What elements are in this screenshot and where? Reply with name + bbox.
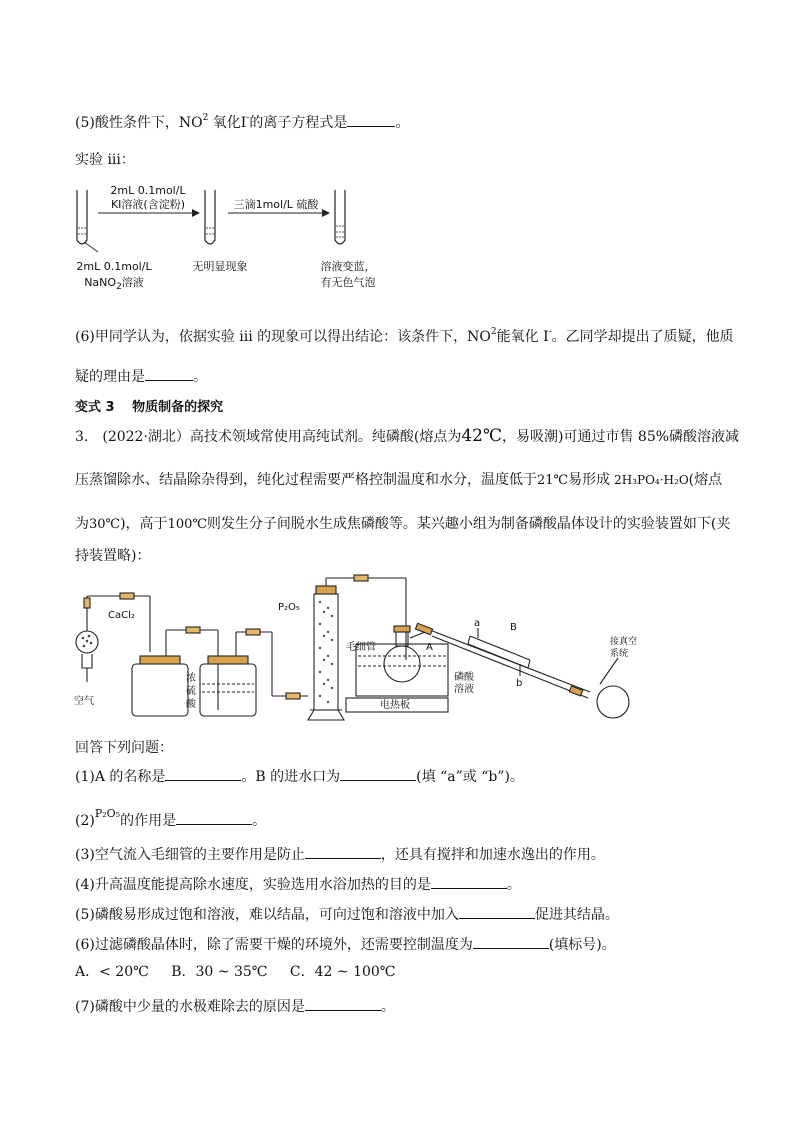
conc-h2so4-label [186, 672, 196, 711]
q3-intro-text: 3. (2022·湖北）高技术领域常使用高纯试剂。纯磷酸(熔点为 [75, 429, 462, 445]
q5b-line [75, 904, 619, 925]
q6-text-2: 能氧化 I [496, 329, 549, 345]
answer-blank[interactable] [431, 874, 507, 889]
q3-temp-30: 30℃ [89, 517, 121, 532]
answer-blank[interactable] [305, 844, 381, 859]
q3-temp-42: 42℃ [461, 426, 503, 446]
exp3-label: 实验 iii： [75, 152, 135, 168]
q5-text: (5)酸性条件下，NO [75, 115, 203, 131]
q3-temp-100: 100℃ [167, 517, 207, 532]
conc-h2so4-char-1: 浓 [186, 673, 196, 684]
q6-text-3: 。乙同学却提出了质疑，他质 [551, 329, 734, 345]
answer-prompt: 回答下列问题： [75, 740, 173, 756]
q6b-line [75, 934, 616, 955]
answer-blank[interactable] [165, 766, 241, 781]
answer-blank[interactable] [145, 366, 193, 381]
q4-line [75, 874, 521, 895]
options-line [75, 962, 395, 982]
q3-intro-line2-text: 压蒸馏除水、结晶除杂得到，纯化过程需要严格控制温度和水分，温度低于 [75, 472, 537, 488]
q5b-text: (5)磷酸易形成过饱和溶液，难以结晶，可向过饱和溶液中加入 [75, 907, 459, 923]
q1-post: (填 “a”或 “b”)。 [416, 769, 524, 785]
q6-line2-text: 疑的理由是 [75, 369, 145, 385]
conc-h2so4-char-2: 硫 [186, 686, 196, 697]
vacuum-line-2: 系统 [610, 649, 629, 659]
q6-line1 [75, 322, 734, 347]
answer-blank[interactable] [305, 996, 381, 1011]
q5-text-2: 氧化I [212, 115, 247, 131]
q3-post: ，还具有搅拌和加速水逸出的作用。 [380, 847, 605, 863]
q3-intro-line3-mid: )，高于 [120, 516, 168, 532]
q3-line [75, 844, 605, 865]
figure-apparatus [70, 572, 680, 722]
q7-end: 。 [380, 999, 395, 1015]
q5-end: 。 [395, 115, 410, 131]
tube1-label-1: 2mL 0.1mol/L [76, 260, 152, 273]
q3-text: (3)空气流入毛细管的主要作用是防止 [75, 847, 305, 863]
q6-end: 。 [193, 369, 207, 385]
q3-intro-line3-pre: 为 [75, 516, 89, 532]
air-label: 空气 [74, 696, 94, 707]
q3-intro-line1 [75, 426, 739, 447]
answer-blank[interactable] [340, 766, 416, 781]
inlet-a-label: a [474, 618, 481, 629]
q5-text-3: 的离子方程式是 [249, 115, 348, 131]
q3-intro-line3-post: 则发生分子间脱水生成焦磷酸等。某兴趣小组为制备磷酸晶体设计的实验装置如下(夹 [206, 516, 731, 532]
q3-intro-line3 [75, 514, 730, 535]
inlet-b-label: b [516, 678, 523, 689]
q3-temp-21: 21℃ [537, 473, 569, 488]
q2-post: 的作用是 [120, 813, 177, 829]
tube3-label-1: 溶液变蓝， [320, 260, 376, 273]
q5b-post: 促进其结晶。 [534, 907, 619, 923]
q6b-post: (填标号)。 [548, 937, 616, 953]
q2-end: 。 [252, 813, 267, 829]
q6-line2 [75, 366, 207, 387]
q4-text: (4)升高温度能提高除水速度，实验选用水浴加热的目的是 [75, 877, 431, 893]
arrow1-top-label: 2mL 0.1mol/L [110, 184, 186, 197]
tube1-label-2-text: NaNO [84, 276, 117, 289]
q3-intro-line2-mid: 易形成 [568, 472, 611, 488]
tube1-label-2-sub: 2 [116, 282, 122, 292]
tube2-label: 无明显现象 [192, 260, 248, 273]
q2-line [75, 804, 266, 831]
phosphoric-label [454, 672, 474, 696]
q3-intro-text-2: ，易吸潮)可通过市售 85%磷酸溶液减 [502, 429, 740, 445]
q6-text: (6)甲同学认为，依据实验 iii 的现象可以得出结论：该条件下，NO [75, 329, 491, 345]
option-b[interactable]: B．30 ~ 35℃ [171, 964, 268, 980]
tube1-label-2 [64, 276, 164, 294]
q3-intro-line4: 持装置略)： [75, 548, 151, 564]
vacuum-line-1: 接真空 [610, 637, 638, 647]
figure-test-tubes [60, 180, 420, 300]
option-a[interactable]: A．< 20℃ [75, 964, 149, 980]
tube1-label-2-post: 溶液 [121, 276, 144, 289]
q2-formula: P₂O₅ [94, 807, 121, 820]
q1-text: (1)A 的名称是 [75, 769, 166, 785]
phosphoric-line-2: 溶液 [454, 684, 474, 695]
heater-label: 电热板 [380, 700, 410, 711]
cacl2-label: CaCl₂ [108, 610, 135, 621]
q5-ion: - [246, 113, 250, 123]
section-title: 变式 3 物质制备的探究 [75, 400, 224, 415]
q6b-text: (6)过滤磷酸晶体时，除了需要干燥的环境外，还需要控制温度为 [75, 937, 473, 953]
condenser-b-label: B [510, 622, 517, 633]
q6-sup: 2 [490, 327, 497, 337]
answer-blank[interactable] [459, 904, 535, 919]
answer-blank[interactable] [176, 810, 252, 825]
q4-end: 。 [506, 877, 521, 893]
q3-intro-line2-post: (熔点 [688, 472, 723, 488]
q1-line [75, 766, 524, 787]
p2o5-label: P₂O₅ [278, 602, 300, 613]
q5-line [75, 108, 409, 133]
q1-mid: 。B 的进水口为 [241, 769, 341, 785]
q2-text: (2) [75, 813, 95, 829]
arrow2-top-label: 三滴1mol/L 硫酸 [233, 198, 319, 211]
option-c[interactable]: C．42 ~ 100℃ [289, 964, 396, 980]
vacuum-label [610, 636, 637, 660]
arrow1-bottom-label: KI溶液(含淀粉) [110, 198, 186, 211]
q6-ion: - [548, 327, 552, 337]
conc-h2so4-char-3: 酸 [186, 699, 196, 710]
answer-blank[interactable] [473, 934, 549, 949]
q5-sup: 2 [202, 113, 209, 123]
tube3-label-2: 有无色气泡 [320, 276, 376, 289]
phosphoric-line-1: 磷酸 [454, 672, 474, 683]
q7-line [75, 996, 395, 1017]
capillary-label: 毛细管 [346, 642, 376, 653]
flask-a-label: A [426, 642, 433, 653]
q7-text: (7)磷酸中少量的水极难除去的原因是 [75, 999, 305, 1015]
q3-intro-line2 [75, 470, 722, 491]
answer-blank[interactable] [347, 112, 395, 127]
q3-formula: 2H₃PO₄·H₂O [614, 473, 689, 487]
